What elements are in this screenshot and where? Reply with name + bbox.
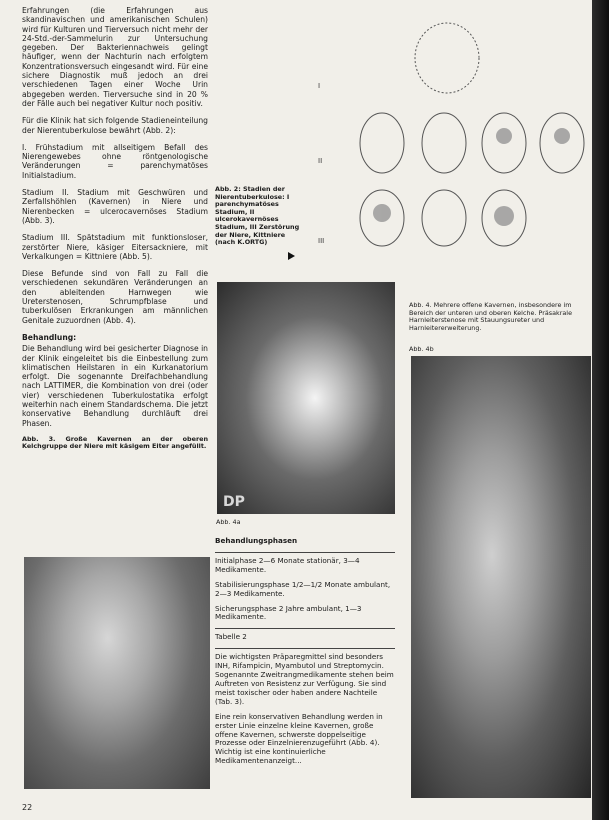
page-number: 22 — [22, 803, 33, 812]
divider — [215, 552, 395, 553]
table-label: Tabelle 2 — [215, 632, 247, 642]
kidney-stage-1 — [415, 23, 479, 93]
heading-behandlung: Behandlung: — [22, 332, 77, 342]
figure-4a-label: Abb. 4a — [216, 518, 241, 526]
paragraph-7: Die Behandlung wird bei gesicherter Diagnose in der Klinik eingeleitet bis die Einbestellung zum klimatischen Heilstaren in ein Kurkanatorium erfolgt. Die sogenannte Dreifachbehandlung nach LATTIMER, die Kombination von drei (oder vier) verschiedenen Tuberkulostatika erfolgt weiterhin nach einem Standardschema. Die jetzt konservative Behandlung durchläuft drei Phasen. — [22, 344, 208, 428]
paragraph-4: Stadium II. Stadium mit Geschwüren und Zerfallshöhlen (Kavernen) in Niere und Nierenbecken = ulcerocavernöses Stadium (Abb. 3). — [22, 188, 208, 225]
roman-two: II — [318, 157, 323, 165]
arrow-marker-icon — [288, 252, 295, 260]
figure-2-caption: Abb. 2: Stadien der Nierentuberkulose: I parenchymatöses Stadium, II ulcerokavernöses Stadium, III Zerstörung der Niere, Kittniere (nach K.ORTG) — [215, 185, 300, 247]
paragraph-5: Stadium III. Spätstadium mit funktionsloser, zerstörter Niere, käsiger Eitersackniere, mit Verkalkungen = Kittniere (Abb. 5). — [22, 233, 208, 261]
paragraph-conservative: Eine rein konservativen Behandlung werden in erster Linie einzelne kleine Kavernen, große offene Kavernen, schwerste doppelseitige Prozesse oder Einzelnierenzugeführt (Abb. 4). Wichtig ist eine kontinuierliche Medikamentenanzeigt... — [215, 711, 383, 766]
paragraph-2: Für die Klinik hat sich folgende Stadieneinteilung der Nierentuberkulose bewährt (Abb. 2): — [22, 116, 208, 135]
figure-3-photo — [24, 557, 210, 789]
paragraph-1: Erfahrungen (die Erfahrungen aus skandinavischen und amerikanischen Schulen) wird für Kulturen und Tierversuch nicht mehr der 24-Std.-der-Sammelurin zur Untersuchung gegeben. Der Bakteriennachweis gelingt häufiger, wenn der Nachturin nach erfolgtem Konzentrationsversuch eingesandt wird. Für eine sichere Diagnostik muß jedoch an drei verschiedenen Tagen einer Woche Urin abgegeben werden. Tierversuche sind in 20 % der Fälle auch bei negativer Kultur noch positiv. — [22, 6, 208, 108]
page-edge-shadow — [592, 0, 609, 820]
heading-behandlungsphasen: Behandlungsphasen — [215, 536, 298, 545]
middle-column-text — [215, 537, 395, 772]
roman-one: I — [318, 82, 321, 90]
roman-three: III — [318, 237, 325, 245]
paragraph-3: I. Frühstadium mit allseitigem Befall des Nierengewebes ohne röntgenologische Veränderungen = parenchymatöses Initialstadium. — [22, 142, 208, 180]
figure-3-caption: Abb. 3. Große Kavernen an der oberen Kelchgruppe der Niere mit käsigem Eiter angefüllt. — [22, 434, 208, 451]
kidney-stage-2a — [360, 113, 404, 173]
figure-4b-xray — [411, 356, 591, 798]
kidney-stage-3b — [422, 190, 466, 246]
figure-4b-label: Abb. 4b — [409, 345, 434, 353]
figure-4-caption: Abb. 4. Mehrere offene Kavernen, insbesondere im Bereich der unteren und oberen Kelche. Präsakrale Harnleiterstenose mit Stauungsureter und Harnleitererweiterung. — [409, 301, 572, 332]
kidney-stages-diagram — [312, 18, 597, 258]
divider — [215, 648, 395, 649]
kidney-stage-2b — [422, 113, 466, 173]
phase-sicherung: Sicherungsphase 2 Jahre ambulant, 1—3 Medikamente. — [215, 603, 362, 622]
phase-stabilisierung: Stabilisierungsphase 1/2—1/2 Monate ambulant, 2—3 Medikamente. — [215, 579, 391, 598]
paragraph-6: Diese Befunde sind von Fall zu Fall die verschiedenen sekundären Veränderungen an den ableitenden Harnwegen wie Ureterstenosen, Schrumpfblase und tuberkulösen Erkrankungen am männlichen Genitale zuzuordnen (Abb. 4). — [22, 269, 208, 325]
divider — [215, 628, 395, 629]
figure-4a-xray — [217, 282, 395, 514]
phase-initial: Initialphase 2—6 Monate stationär, 3—4 Medikamente. — [215, 555, 360, 574]
paragraph-drugs: Die wichtigsten Präparegmittel sind besonders INH, Rifampicin, Myambutol und Streptomycin. Sogenannte Zweitrangmedikamente stehen beim Auftreten von Resistenz zur Verfügung. Sie sind meist toxischer oder haben andere Nachteile (Tab. 3). — [215, 652, 394, 706]
left-column-text — [22, 6, 208, 459]
xray-overlay-label: DP — [223, 494, 245, 510]
